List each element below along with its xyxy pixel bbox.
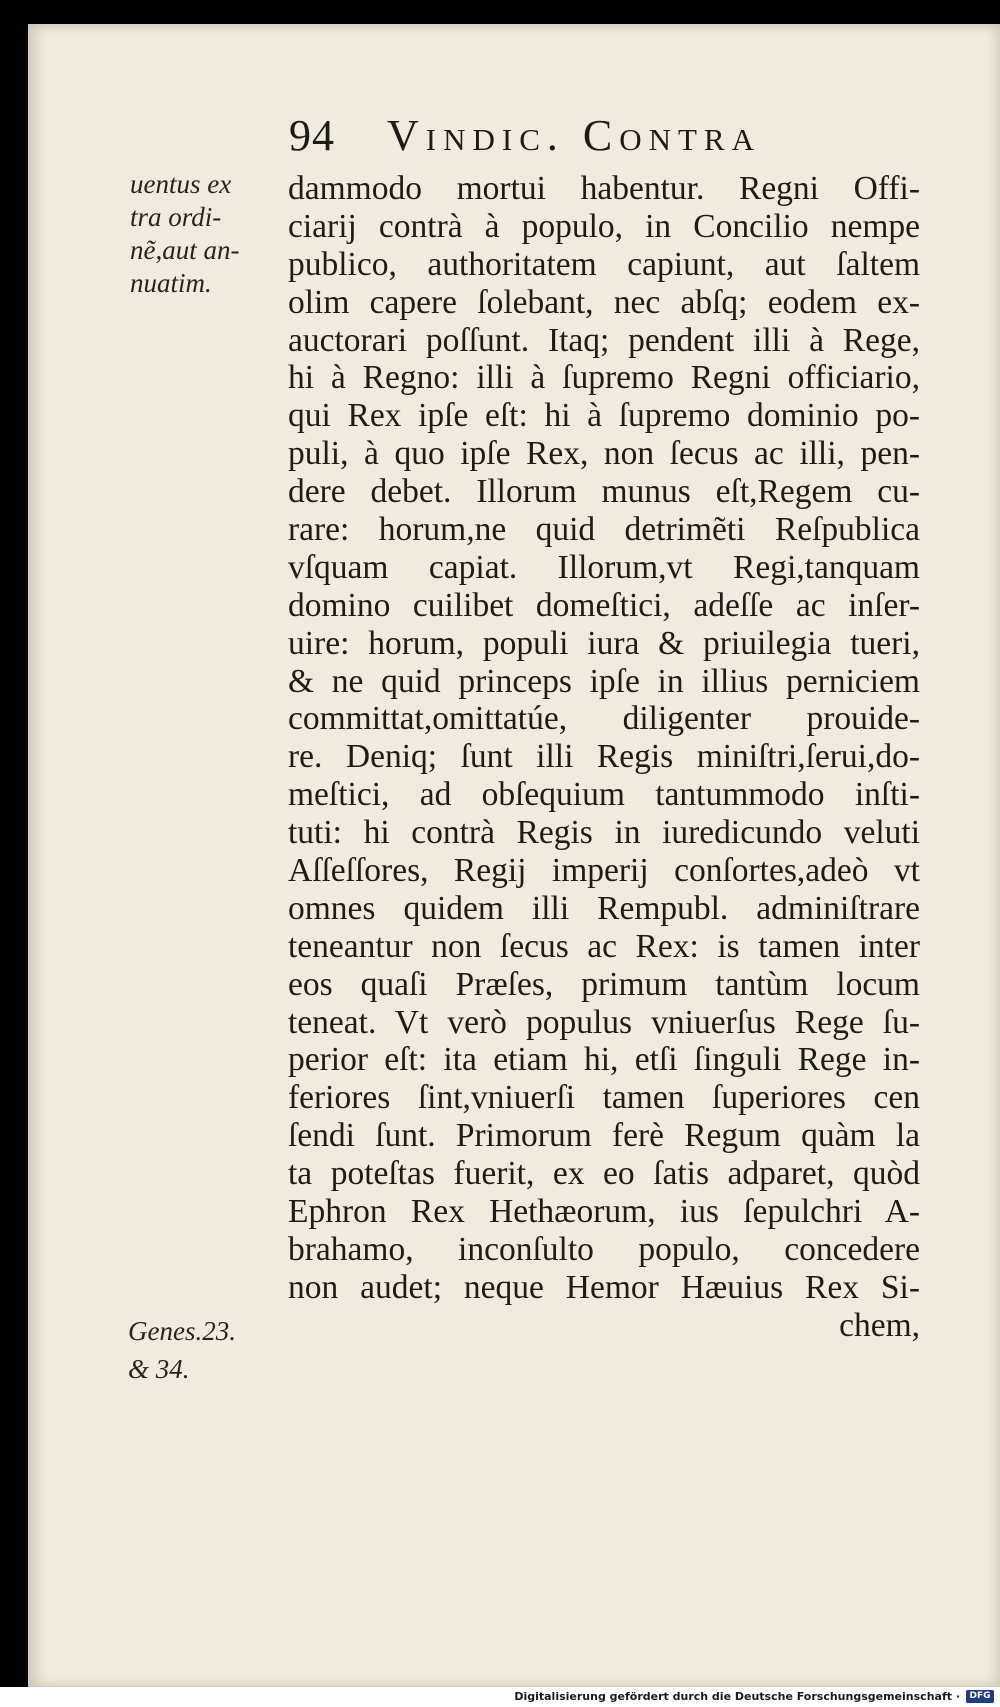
text-line: olim capere ſolebant, nec abſq; eodem ex- <box>288 283 920 321</box>
text-line: qui Rex ipſe eſt: hi à ſupremo dominio po- <box>288 397 920 435</box>
running-header <box>289 110 929 170</box>
text-line: publico, authoritatem capiunt, aut ſaltem <box>288 245 920 283</box>
text-line: Aſſeſſores, Regij imperij conſortes,adeò vt <box>288 852 920 890</box>
digitization-footer <box>0 1687 1000 1707</box>
margin-note-line: nuatim. <box>130 268 212 298</box>
text-line: rare: horum,ne quid detrimẽti Reſpublica <box>288 511 920 549</box>
text-line: committat,omittatúe, diligenter prouide- <box>288 700 920 738</box>
text-line: auctorari poſſunt. Itaq; pendent illi à Rege, <box>288 321 920 359</box>
catchword: chem, <box>839 1306 920 1344</box>
page-number: 94 <box>289 111 335 160</box>
running-title: Vindic. Contra <box>387 111 761 160</box>
margin-note-line: & 34. <box>128 1354 190 1384</box>
margin-note-1 <box>130 168 239 300</box>
text-line: meſtici, ad obſequium tantummodo inſti- <box>288 776 920 814</box>
text-line: & ne quid princeps ipſe in illius perniciem <box>288 662 920 700</box>
text-line: brahamo, inconſulto populo, concedere <box>288 1230 920 1268</box>
text-line: perior eſt: ita etiam hi, etſi ſinguli Rege in- <box>288 1041 920 1079</box>
text-line: uire: horum, populi iura & priuilegia tueri, <box>288 624 920 662</box>
text-line: puli, à quo ipſe Rex, non ſecus ac illi, pen- <box>288 435 920 473</box>
text-line: dere debet. Illorum munus eſt,Regem cu- <box>288 473 920 511</box>
text-line: ta poteſtas fuerit, ex eo ſatis adparet, quòd <box>288 1155 920 1193</box>
text-line: hi à Regno: illi à ſupremo Regni officiario, <box>288 359 920 397</box>
text-line: tuti: hi contrà Regis in iuredicundo veluti <box>288 814 920 852</box>
text-line: domino cuilibet domeſtici, adeſſe ac inſer- <box>288 586 920 624</box>
text-line: Ephron Rex Hethæorum, ius ſepulchri A- <box>288 1193 920 1231</box>
text-line: vſquam capiat. Illorum,vt Regi,tanquam <box>288 548 920 586</box>
text-line: non audet; neque Hemor Hæuius Rex Si- <box>288 1268 920 1306</box>
text-line: dammodo mortui habentur. Regni Offi- <box>288 170 920 207</box>
margin-note-2 <box>128 1312 236 1388</box>
text-line: eos quaſi Præſes, primum tantùm locum <box>288 965 920 1003</box>
margin-note-line: Genes.23. <box>128 1316 236 1346</box>
text-line: ciarij contrà à populo, in Concilio nempe <box>288 207 920 245</box>
body-text <box>288 170 920 1345</box>
text-line: re. Deniq; ſunt illi Regis miniſtri,ſerui,do- <box>288 738 920 776</box>
margin-note-line: tra ordi- <box>130 202 222 232</box>
margin-note-line: uentus ex <box>130 169 232 199</box>
text-line: feriores ſint,vniuerſi tamen ſuperiores cen <box>288 1079 920 1117</box>
funding-credit: Digitalisierung gefördert durch die Deutsche Forschungsgemeinschaft · <box>514 1690 960 1703</box>
text-line: teneantur non ſecus ac Rex: is tamen inter <box>288 927 920 965</box>
dfg-logo: DFG <box>966 1690 994 1703</box>
text-line: ſendi ſunt. Primorum ferè Regum quàm la <box>288 1117 920 1155</box>
margin-note-line: nẽ,aut an- <box>130 235 240 265</box>
text-line: teneat. Vt verò populus vniuerſus Rege ſu- <box>288 1003 920 1041</box>
book-page <box>28 24 1000 1687</box>
text-line: omnes quidem illi Rempubl. adminiſtrare <box>288 889 920 927</box>
